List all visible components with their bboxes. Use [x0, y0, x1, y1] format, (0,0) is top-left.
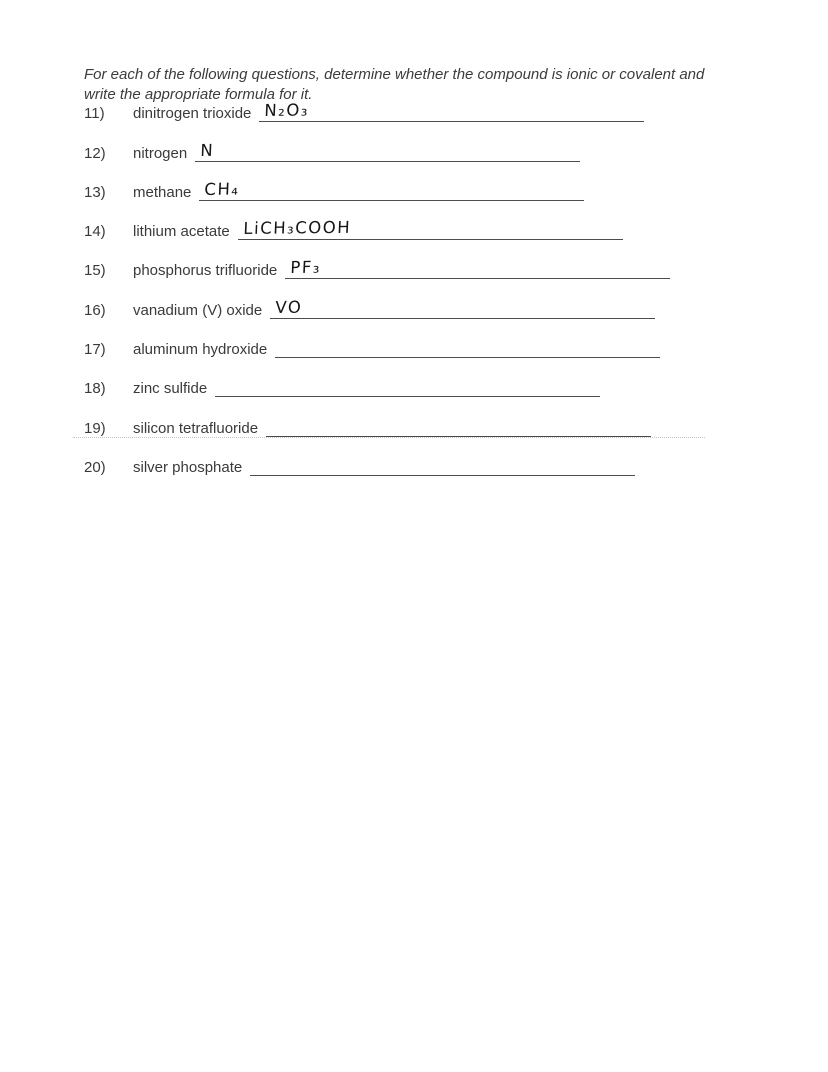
question-label: methane: [133, 183, 192, 201]
question-row-19: [84, 397, 804, 436]
question-number: 16): [84, 301, 106, 319]
answer-line: [215, 372, 600, 397]
question-number: 20): [84, 458, 106, 476]
answer-line: [275, 333, 660, 358]
question-label: silver phosphate: [133, 458, 243, 476]
question-number: 18): [84, 380, 106, 398]
question-row-17: [84, 319, 804, 358]
answer-line: [266, 412, 651, 437]
handwritten-answer: N: [200, 140, 215, 160]
answer-line: [195, 137, 580, 162]
dotted-page-break-line: [73, 437, 705, 438]
question-label: phosphorus trifluoride: [133, 262, 278, 280]
question-row-18: [84, 358, 804, 397]
answer-line: [259, 97, 644, 122]
answer-line: [285, 254, 670, 279]
question-row-12: [84, 122, 804, 161]
question-label: silicon tetrafluoride: [133, 419, 259, 437]
question-row-11: [84, 83, 804, 122]
handwritten-answer: CH₄: [204, 179, 241, 199]
instructions-text: For each of the following questions, determine whether the compound is ionic or covalent and write the appropriate formula for it.: [84, 66, 705, 103]
handwritten-answer: LiCH₃COOH: [242, 217, 352, 239]
answer-line: [238, 215, 623, 240]
question-number: 15): [84, 262, 106, 280]
answer-line: [270, 294, 655, 319]
question-number: 12): [84, 144, 106, 162]
question-number: 17): [84, 341, 106, 359]
question-label: aluminum hydroxide: [133, 341, 268, 359]
question-row-20: [84, 437, 804, 476]
question-number: 14): [84, 223, 106, 241]
question-number: 19): [84, 419, 106, 437]
question-label: zinc sulfide: [133, 380, 208, 398]
handwritten-answer: N₂O₃: [264, 100, 310, 121]
question-row-14: [84, 201, 804, 240]
question-row-16: [84, 279, 804, 318]
answer-line: [250, 451, 635, 476]
question-label: nitrogen: [133, 144, 188, 162]
question-label: dinitrogen trioxide: [133, 105, 252, 123]
question-list: [84, 83, 804, 476]
question-number: 13): [84, 183, 106, 201]
question-label: vanadium (V) oxide: [133, 301, 263, 319]
question-row-15: [84, 240, 804, 279]
answer-line: [199, 176, 584, 201]
handwritten-answer: VO: [275, 297, 304, 317]
handwritten-answer: PF₃: [290, 258, 322, 278]
question-label: lithium acetate: [133, 223, 230, 241]
question-row-13: [84, 162, 804, 201]
question-number: 11): [84, 105, 105, 123]
